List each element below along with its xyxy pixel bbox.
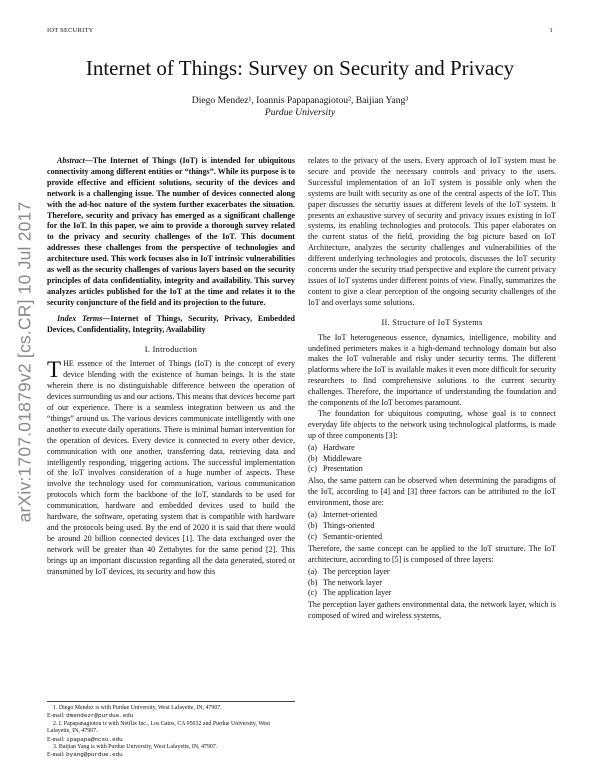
section-heading-structure: II. Structure of IoT Systems xyxy=(381,317,483,327)
email-link[interactable]: dmendezr@purdue.edu xyxy=(66,712,134,720)
arxiv-id: arXiv:1707.01879v2 [cs.CR] 10 Jul 2017 xyxy=(14,201,35,523)
footnote: 3. Baijian Yang is with Purdue University, West Lafayette, IN, 47907. E-mail: byang@purdue.edu xyxy=(47,744,218,759)
list-item: (c) Semantic-oriented xyxy=(308,531,382,541)
layer-list xyxy=(308,567,556,600)
abstract xyxy=(47,156,295,309)
abstract-text: —The Internet of Things (IoT) is intended for ubiquitous connectivity among different entities or “things”. While its purpose is to provide effective and efficient solutions, security of the devices and network is a challenging issue. The number of devices connected along with the ad-hoc nature of the system further exacerbates the situation. Therefore, security and privacy has emerged as a significant challenge for the IoT. In this paper, we aim to provide a thorough survey related to the privacy and security challenges of the IoT. This document addresses these challenges from the perspective of technologies and architecture used. This work focuses also in IoT intrinsic vulnerabilities as well as the security challenges of various layers based on the security principles of data confidentiality, integrity and availability. This survey analyzes articles published for the IoT at the time and relates it to the security conjuncture of the field and its projection to the future. xyxy=(47,156,295,307)
section-heading-introduction: I. Introduction xyxy=(144,344,198,354)
footnotes xyxy=(47,701,295,760)
footnote: 1. Diego Mendez is with Purdue University, West Lafayette, IN, 47907. E-mail: dmendezr@purdue.edu xyxy=(47,705,222,720)
list-item: (c) The application layer xyxy=(308,588,392,598)
paragraph: The perception layer gathers environmental data, the network layer, which is composed of wired and wireless systems, xyxy=(308,600,556,621)
introduction-paragraph: THE essence of the Internet of Things (IoT) is the concept of every device blending with the existence of human beings. It is the state wherein there is no distinguishable difference between the operation of devices surrounding us and our actions. This means that devices become part of our experience. There is a seamless integration between us and the “things” around us. The various devices communicate intelligently with one another to execute daily operations. There is minimal human intervention for the operation of devices. Every device is connected to every other device, communication with one another, transferring data, retrieving data and intelligently responding, triggering actions. The successful implementation of the IoT involves consideration of a huge number of aspects. These involve the technology used for communication, various communication protocols which form the backbone of the IoT, standards to be used for communication, hardware and embedded devices used to build the hardware, the software, operating system that is compatible with hardware and the protocols being used. By the end of 2020 it is said that there would be around 20 billion connected devices [1]. The data exchanged over the network will be greater than 40 Zettabytes for the same period [2]. This brings up an important discussion regarding all the data generated, stored or transmitted by IoT devices, its security and how this xyxy=(47,357,295,576)
paper-title: Internet of Things: Survey on Security and Privacy xyxy=(85,56,515,80)
author-list: Diego Mendez¹, Ioannis Papapanagiotou², Baijian Yang³ xyxy=(191,95,409,106)
paragraph: Therefore, the same concept can be applied to the IoT structure. The IoT architecture, according to [5] is composed of three layers: xyxy=(308,543,556,564)
left-column xyxy=(47,156,295,578)
list-item: (c) Presentation xyxy=(308,464,363,474)
paragraph: The foundation for ubiquitous computing, whose goal is to connect everyday life objects to the network using technological platforms, is made up of three components [3]: xyxy=(308,408,556,440)
paragraph: relates to the privacy of the users. Every approach of IoT system must be secure and provide the necessary controls and privacy to the users. Successful implementation of an IoT system is possible only when the systems are built with security as one of the central aspects of the IoT. This paper discusses the security issues at different levels of the IoT system. It presents an exhaustive survey of security and privacy issues existing in IoT systems, its enabling technologies and protocols. This paper elaborates on the current status of the field, providing the big picture based on IoT Architecture, analyzes the security challenges and vulnerabilities of the different underlying technologies and protocols, discusses the IoT security concerns under the security triad perspective and explore the current privacy issues of IoT systems under different points of view. Finally, summarizes the content to give a clear perception of the ongoing security challenges of the IoT and overlays some solutions. xyxy=(308,156,556,307)
list-item: (b) The network layer xyxy=(308,577,382,587)
list-item: (a) Internet-oriented xyxy=(308,510,378,520)
index-terms xyxy=(47,314,295,336)
paragraph: Also, the same pattern can be observed when determining the paradigms of the IoT, according to [4] and [3] three factors can be attributed to the IoT environment, those are: xyxy=(308,476,556,508)
right-column xyxy=(308,156,556,622)
paragraph: The IoT heterogeneous essence, dynamics, intelligence, mobility and undefined perimeters makes it a high-demand technology domain but also makes the IoT vulnerable and risky under security terms. The different platforms where the IoT is available makes it even more difficult for security researchers to find comprehensive solutions to the current security challenges. Therefore, the importance of understanding the foundation and the components of the IoT becomes paramount. xyxy=(308,332,556,408)
list-item: (a) Hardware xyxy=(308,442,355,452)
email-link[interactable]: byang@purdue.edu xyxy=(66,751,123,759)
component-list xyxy=(308,443,556,476)
running-header xyxy=(47,27,553,34)
page-number: 1 xyxy=(549,27,553,34)
index-terms-text: —Internet of Things, Security, Privacy, Embedded Devices, Confidentiality, Integrity, Availability xyxy=(47,313,295,334)
running-title: IOT SECURITY xyxy=(47,27,94,34)
affiliation: Purdue University xyxy=(264,107,336,118)
abstract-label: Abstract xyxy=(57,156,85,165)
list-item: (b) Things-oriented xyxy=(308,521,375,530)
arxiv-stamp xyxy=(10,152,40,572)
index-terms-label: Index Terms xyxy=(57,313,103,323)
list-item: (b) Middleware xyxy=(308,453,362,463)
footnote: 2. I. Papapanagiotou is with Netflix Inc., Los Gatos, CA 95032 and Purdue University, West Lafayette, IN, 47907. E-mail: ipapapa@ncsu.edu xyxy=(47,720,270,743)
email-link[interactable]: ipapapa@ncsu.edu xyxy=(66,735,123,743)
list-item: (a) The perception layer xyxy=(308,566,390,576)
paradigm-list xyxy=(308,510,556,543)
